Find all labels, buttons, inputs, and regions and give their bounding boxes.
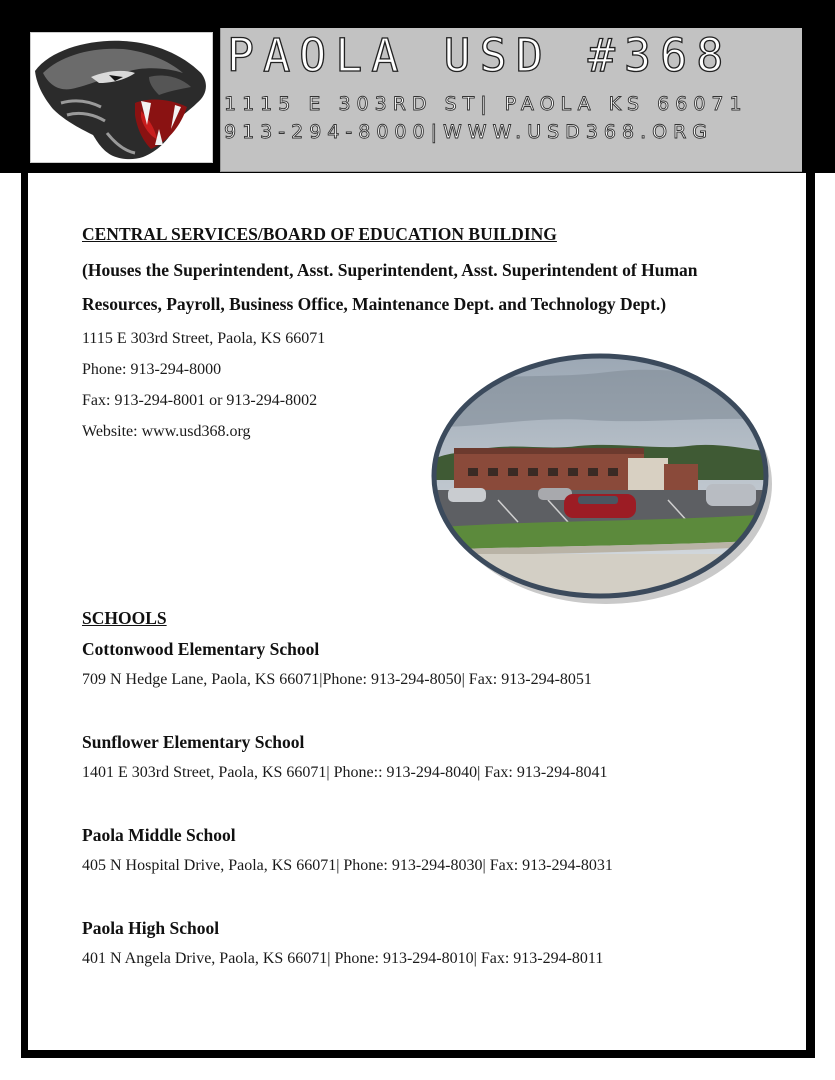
schools-heading: SCHOOLS xyxy=(82,608,167,628)
page-frame-left xyxy=(21,173,28,1057)
district-address: 1115 E 303RD ST| PAOLA KS 66071 xyxy=(224,93,748,115)
central-fax: Fax: 913-294-8001 or 913-294-8002 xyxy=(82,392,318,409)
central-website: Website: www.usd368.org xyxy=(82,423,251,440)
central-address: 1115 E 303rd Street, Paola, KS 66071 xyxy=(82,330,326,347)
district-title: PAOLA USD #368 xyxy=(227,29,733,82)
school-details: 405 N Hospital Drive, Paola, KS 66071| Phone: 913-294-8030| Fax: 913-294-8031 xyxy=(82,857,613,874)
central-services-heading: CENTRAL SERVICES/BOARD OF EDUCATION BUILDING xyxy=(82,224,557,244)
panther-logo-icon xyxy=(31,33,212,162)
central-phone: Phone: 913-294-8000 xyxy=(82,361,222,378)
school-details: 709 N Hedge Lane, Paola, KS 66071|Phone: 913-294-8050| Fax: 913-294-8051 xyxy=(82,671,592,688)
school-details: 401 N Angela Drive, Paola, KS 66071| Phone: 913-294-8010| Fax: 913-294-8011 xyxy=(82,950,604,967)
school-name: Paola Middle School xyxy=(82,825,236,845)
school-details: 1401 E 303rd Street, Paola, KS 66071| Phone:: 913-294-8040| Fax: 913-294-8041 xyxy=(82,764,608,781)
page-frame-right xyxy=(806,173,815,1057)
logo-box xyxy=(30,32,213,163)
central-description-line2: Resources, Payroll, Business Office, Maintenance Dept. and Technology Dept.) xyxy=(82,294,667,314)
school-name: Sunflower Elementary School xyxy=(82,732,305,752)
school-name: Paola High School xyxy=(82,918,220,938)
page-frame-bottom xyxy=(21,1050,815,1058)
central-description-line1: (Houses the Superintendent, Asst. Superintendent, Asst. Superintendent of Human xyxy=(82,260,698,280)
building-photo xyxy=(428,350,774,610)
district-contact: 913-294-8000|WWW.USD368.ORG xyxy=(224,121,713,143)
school-name: Cottonwood Elementary School xyxy=(82,639,320,659)
